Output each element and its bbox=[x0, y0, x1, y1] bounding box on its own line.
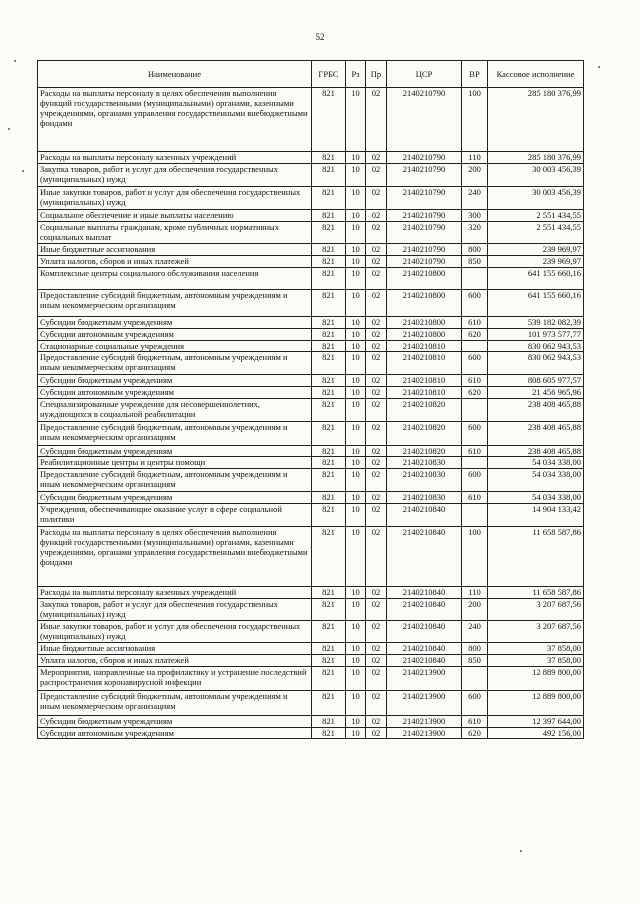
row-grbs: 821 bbox=[312, 256, 346, 268]
row-grbs: 821 bbox=[312, 187, 346, 210]
row-name: Расходы на выплаты персоналу в целях обеспечения выполнения функций государственными (муниципальными) органами, казенными учреждениями, органами управления государственными внебюджетными фондами bbox=[38, 527, 312, 587]
scan-speck bbox=[598, 66, 600, 68]
row-pr: 02 bbox=[366, 210, 387, 222]
row-pr: 02 bbox=[366, 691, 387, 716]
row-csr: 2140210790 bbox=[387, 152, 462, 164]
row-vr bbox=[462, 667, 488, 691]
row-amount: 37 858,00 bbox=[488, 643, 584, 655]
row-pr: 02 bbox=[366, 387, 387, 399]
row-amount: 54 034 338,00 bbox=[488, 469, 584, 492]
row-csr: 2140210790 bbox=[387, 187, 462, 210]
row-grbs: 821 bbox=[312, 152, 346, 164]
table-row bbox=[38, 256, 584, 268]
row-pr: 02 bbox=[366, 446, 387, 457]
row-amount: 14 904 133,42 bbox=[488, 504, 584, 527]
row-vr: 110 bbox=[462, 152, 488, 164]
row-pr: 02 bbox=[366, 256, 387, 268]
row-name: Субсидии бюджетным учреждениям bbox=[38, 375, 312, 387]
row-vr: 620 bbox=[462, 329, 488, 341]
row-grbs: 821 bbox=[312, 655, 346, 667]
row-pr: 02 bbox=[366, 655, 387, 667]
row-rz: 10 bbox=[346, 527, 366, 587]
row-vr: 610 bbox=[462, 317, 488, 329]
row-grbs: 821 bbox=[312, 643, 346, 655]
row-amount: 54 034 338,00 bbox=[488, 457, 584, 469]
table-row bbox=[38, 667, 584, 691]
row-amount: 101 973 577,77 bbox=[488, 329, 584, 341]
header-vr: ВР bbox=[462, 61, 488, 88]
row-csr: 2140210820 bbox=[387, 446, 462, 457]
row-vr: 800 bbox=[462, 643, 488, 655]
row-pr: 02 bbox=[366, 643, 387, 655]
table-row bbox=[38, 88, 584, 152]
row-name: Субсидии бюджетным учреждениям bbox=[38, 492, 312, 504]
row-rz: 10 bbox=[346, 399, 366, 422]
table-row bbox=[38, 387, 584, 399]
row-rz: 10 bbox=[346, 375, 366, 387]
row-grbs: 821 bbox=[312, 492, 346, 504]
row-grbs: 821 bbox=[312, 387, 346, 399]
row-vr: 610 bbox=[462, 375, 488, 387]
row-rz: 10 bbox=[346, 88, 366, 152]
row-csr: 2140210840 bbox=[387, 527, 462, 587]
row-vr: 200 bbox=[462, 164, 488, 187]
row-grbs: 821 bbox=[312, 691, 346, 716]
row-name: Учреждения, обеспечивающие оказание услуг в сфере социальной политики bbox=[38, 504, 312, 527]
row-amount: 3 207 687,56 bbox=[488, 621, 584, 643]
row-amount: 12 889 800,00 bbox=[488, 691, 584, 716]
row-vr: 850 bbox=[462, 256, 488, 268]
row-rz: 10 bbox=[346, 643, 366, 655]
scan-speck bbox=[8, 128, 10, 130]
row-name: Иные закупки товаров, работ и услуг для обеспечения государственных (муниципальных) нужд bbox=[38, 621, 312, 643]
row-csr: 2140213900 bbox=[387, 716, 462, 728]
table-body bbox=[38, 88, 584, 739]
row-amount: 808 605 977,57 bbox=[488, 375, 584, 387]
table-row bbox=[38, 655, 584, 667]
table-row bbox=[38, 399, 584, 422]
row-amount: 21 456 965,96 bbox=[488, 387, 584, 399]
row-amount: 492 156,00 bbox=[488, 728, 584, 739]
row-vr: 600 bbox=[462, 290, 488, 317]
row-rz: 10 bbox=[346, 341, 366, 352]
row-pr: 02 bbox=[366, 329, 387, 341]
row-rz: 10 bbox=[346, 290, 366, 317]
row-pr: 02 bbox=[366, 317, 387, 329]
row-name: Субсидии бюджетным учреждениям bbox=[38, 446, 312, 457]
row-vr: 600 bbox=[462, 422, 488, 446]
row-pr: 02 bbox=[366, 728, 387, 739]
table-row bbox=[38, 643, 584, 655]
row-csr: 2140210800 bbox=[387, 317, 462, 329]
table-row bbox=[38, 375, 584, 387]
row-pr: 02 bbox=[366, 268, 387, 290]
row-vr: 610 bbox=[462, 716, 488, 728]
row-csr: 2140210790 bbox=[387, 210, 462, 222]
row-pr: 02 bbox=[366, 599, 387, 621]
row-grbs: 821 bbox=[312, 164, 346, 187]
header-amount: Кассовое исполнение bbox=[488, 61, 584, 88]
row-rz: 10 bbox=[346, 268, 366, 290]
table-row bbox=[38, 352, 584, 375]
row-vr: 100 bbox=[462, 88, 488, 152]
row-name: Закупка товаров, работ и услуг для обеспечения государственных (муниципальных) нужд bbox=[38, 599, 312, 621]
row-rz: 10 bbox=[346, 152, 366, 164]
row-pr: 02 bbox=[366, 667, 387, 691]
row-grbs: 821 bbox=[312, 469, 346, 492]
row-grbs: 821 bbox=[312, 667, 346, 691]
row-csr: 2140210800 bbox=[387, 329, 462, 341]
row-rz: 10 bbox=[346, 504, 366, 527]
row-csr: 2140210830 bbox=[387, 492, 462, 504]
row-rz: 10 bbox=[346, 352, 366, 375]
row-grbs: 821 bbox=[312, 352, 346, 375]
row-vr: 200 bbox=[462, 599, 488, 621]
row-csr: 2140210790 bbox=[387, 88, 462, 152]
row-vr bbox=[462, 399, 488, 422]
row-csr: 2140210820 bbox=[387, 422, 462, 446]
row-vr: 110 bbox=[462, 587, 488, 599]
row-name: Предоставление субсидий бюджетным, автономным учреждениям и иным некоммерческим организациям bbox=[38, 691, 312, 716]
table-row bbox=[38, 728, 584, 739]
row-csr: 2140210840 bbox=[387, 621, 462, 643]
row-vr: 800 bbox=[462, 244, 488, 256]
row-grbs: 821 bbox=[312, 504, 346, 527]
row-vr bbox=[462, 341, 488, 352]
page-number: 52 bbox=[315, 32, 325, 42]
row-pr: 02 bbox=[366, 504, 387, 527]
table-row bbox=[38, 492, 584, 504]
row-amount: 285 180 376,99 bbox=[488, 88, 584, 152]
row-amount: 641 155 660,16 bbox=[488, 268, 584, 290]
row-name: Предоставление субсидий бюджетным, автономным учреждениям и иным некоммерческим организациям bbox=[38, 352, 312, 375]
row-name: Стационарные социальные учреждения bbox=[38, 341, 312, 352]
row-name: Субсидии автономным учреждениям bbox=[38, 387, 312, 399]
row-pr: 02 bbox=[366, 88, 387, 152]
row-csr: 2140210830 bbox=[387, 457, 462, 469]
row-name: Субсидии автономным учреждениям bbox=[38, 728, 312, 739]
row-pr: 02 bbox=[366, 469, 387, 492]
row-pr: 02 bbox=[366, 244, 387, 256]
row-name: Специализированные учреждения для несовершеннолетних, нуждающихся в социальной реабилитации bbox=[38, 399, 312, 422]
row-amount: 539 182 082,39 bbox=[488, 317, 584, 329]
row-grbs: 821 bbox=[312, 290, 346, 317]
table-row bbox=[38, 164, 584, 187]
row-rz: 10 bbox=[346, 716, 366, 728]
row-amount: 54 034 338,00 bbox=[488, 492, 584, 504]
row-amount: 11 658 587,86 bbox=[488, 587, 584, 599]
row-pr: 02 bbox=[366, 399, 387, 422]
row-rz: 10 bbox=[346, 187, 366, 210]
row-grbs: 821 bbox=[312, 599, 346, 621]
row-csr: 2140210800 bbox=[387, 268, 462, 290]
row-grbs: 821 bbox=[312, 446, 346, 457]
table-row bbox=[38, 621, 584, 643]
table-row bbox=[38, 341, 584, 352]
row-amount: 30 003 456,39 bbox=[488, 187, 584, 210]
row-amount: 12 397 644,00 bbox=[488, 716, 584, 728]
row-rz: 10 bbox=[346, 457, 366, 469]
table-row bbox=[38, 599, 584, 621]
row-rz: 10 bbox=[346, 210, 366, 222]
header-csr: ЦСР bbox=[387, 61, 462, 88]
row-pr: 02 bbox=[366, 492, 387, 504]
row-rz: 10 bbox=[346, 446, 366, 457]
scan-speck bbox=[14, 60, 16, 62]
row-pr: 02 bbox=[366, 164, 387, 187]
table-row bbox=[38, 187, 584, 210]
row-vr bbox=[462, 268, 488, 290]
row-vr: 600 bbox=[462, 691, 488, 716]
row-name: Предоставление субсидий бюджетным, автономным учреждениям и иным некоммерческим организациям bbox=[38, 290, 312, 317]
row-grbs: 821 bbox=[312, 716, 346, 728]
row-pr: 02 bbox=[366, 341, 387, 352]
row-rz: 10 bbox=[346, 422, 366, 446]
scan-speck bbox=[520, 850, 522, 852]
table-row bbox=[38, 446, 584, 457]
row-grbs: 821 bbox=[312, 728, 346, 739]
row-csr: 2140210790 bbox=[387, 164, 462, 187]
row-amount: 238 408 465,88 bbox=[488, 399, 584, 422]
row-name: Предоставление субсидий бюджетным, автономным учреждениям и иным некоммерческим организациям bbox=[38, 422, 312, 446]
row-grbs: 821 bbox=[312, 422, 346, 446]
table-row bbox=[38, 244, 584, 256]
row-name: Иные бюджетные ассигнования bbox=[38, 643, 312, 655]
row-csr: 2140210810 bbox=[387, 375, 462, 387]
header-rz: Рз bbox=[346, 61, 366, 88]
row-grbs: 821 bbox=[312, 527, 346, 587]
table-row bbox=[38, 504, 584, 527]
row-name: Реабилитационные центры и центры помощи bbox=[38, 457, 312, 469]
row-rz: 10 bbox=[346, 621, 366, 643]
row-pr: 02 bbox=[366, 457, 387, 469]
row-vr: 610 bbox=[462, 446, 488, 457]
row-grbs: 821 bbox=[312, 399, 346, 422]
row-amount: 2 551 434,55 bbox=[488, 222, 584, 244]
row-amount: 12 889 800,00 bbox=[488, 667, 584, 691]
row-amount: 11 658 587,86 bbox=[488, 527, 584, 587]
row-amount: 238 408 465,88 bbox=[488, 446, 584, 457]
row-vr: 600 bbox=[462, 352, 488, 375]
row-rz: 10 bbox=[346, 222, 366, 244]
row-vr: 610 bbox=[462, 492, 488, 504]
row-rz: 10 bbox=[346, 387, 366, 399]
row-vr bbox=[462, 457, 488, 469]
row-rz: 10 bbox=[346, 655, 366, 667]
row-name: Субсидии бюджетным учреждениям bbox=[38, 317, 312, 329]
row-csr: 2140210840 bbox=[387, 643, 462, 655]
row-grbs: 821 bbox=[312, 244, 346, 256]
table-header-row bbox=[38, 61, 584, 88]
row-rz: 10 bbox=[346, 317, 366, 329]
row-pr: 02 bbox=[366, 152, 387, 164]
row-csr: 2140210790 bbox=[387, 256, 462, 268]
row-vr: 100 bbox=[462, 527, 488, 587]
row-vr: 850 bbox=[462, 655, 488, 667]
table-row bbox=[38, 210, 584, 222]
row-pr: 02 bbox=[366, 222, 387, 244]
row-csr: 2140210790 bbox=[387, 222, 462, 244]
row-csr: 2140213900 bbox=[387, 728, 462, 739]
row-grbs: 821 bbox=[312, 329, 346, 341]
row-grbs: 821 bbox=[312, 210, 346, 222]
table-row bbox=[38, 152, 584, 164]
row-vr: 620 bbox=[462, 387, 488, 399]
row-pr: 02 bbox=[366, 621, 387, 643]
row-name: Расходы на выплаты персоналу казенных учреждений bbox=[38, 152, 312, 164]
row-name: Иные бюджетные ассигнования bbox=[38, 244, 312, 256]
row-amount: 37 858,00 bbox=[488, 655, 584, 667]
header-grbs: ГРБС bbox=[312, 61, 346, 88]
row-csr: 2140210830 bbox=[387, 469, 462, 492]
row-grbs: 821 bbox=[312, 88, 346, 152]
row-csr: 2140210790 bbox=[387, 244, 462, 256]
row-name: Уплата налогов, сборов и иных платежей bbox=[38, 256, 312, 268]
row-pr: 02 bbox=[366, 527, 387, 587]
row-name: Социальное обеспечение и иные выплаты населению bbox=[38, 210, 312, 222]
table-row bbox=[38, 587, 584, 599]
row-name: Расходы на выплаты персоналу казенных учреждений bbox=[38, 587, 312, 599]
row-name: Закупка товаров, работ и услуг для обеспечения государственных (муниципальных) нужд bbox=[38, 164, 312, 187]
row-name: Субсидии бюджетным учреждениям bbox=[38, 716, 312, 728]
row-vr bbox=[462, 504, 488, 527]
row-rz: 10 bbox=[346, 492, 366, 504]
table-row bbox=[38, 317, 584, 329]
row-vr: 240 bbox=[462, 621, 488, 643]
row-pr: 02 bbox=[366, 290, 387, 317]
row-name: Мероприятия, направленные на профилактику и устранение последствий распространения коронавирусной инфекции bbox=[38, 667, 312, 691]
row-name: Предоставление субсидий бюджетным, автономным учреждениям и иным некоммерческим организациям bbox=[38, 469, 312, 492]
row-csr: 2140210840 bbox=[387, 655, 462, 667]
row-csr: 2140210840 bbox=[387, 587, 462, 599]
table-row bbox=[38, 222, 584, 244]
row-csr: 2140213900 bbox=[387, 667, 462, 691]
row-pr: 02 bbox=[366, 587, 387, 599]
row-rz: 10 bbox=[346, 599, 366, 621]
table-row bbox=[38, 457, 584, 469]
row-csr: 2140210800 bbox=[387, 290, 462, 317]
row-pr: 02 bbox=[366, 716, 387, 728]
row-amount: 239 969,97 bbox=[488, 244, 584, 256]
row-rz: 10 bbox=[346, 691, 366, 716]
scan-speck bbox=[22, 170, 24, 172]
table-row bbox=[38, 716, 584, 728]
row-csr: 2140210810 bbox=[387, 387, 462, 399]
header-pr: Пр bbox=[366, 61, 387, 88]
row-csr: 2140210840 bbox=[387, 504, 462, 527]
row-name: Комплексные центры социального обслуживания населения bbox=[38, 268, 312, 290]
table-row bbox=[38, 422, 584, 446]
row-amount: 238 408 465,88 bbox=[488, 422, 584, 446]
table-row bbox=[38, 290, 584, 317]
table-row bbox=[38, 527, 584, 587]
row-rz: 10 bbox=[346, 256, 366, 268]
row-amount: 239 969,97 bbox=[488, 256, 584, 268]
budget-execution-table bbox=[37, 60, 584, 739]
row-vr: 240 bbox=[462, 187, 488, 210]
table-row bbox=[38, 329, 584, 341]
row-amount: 30 003 456,39 bbox=[488, 164, 584, 187]
row-name: Социальные выплаты гражданам, кроме публичных нормативных социальных выплат bbox=[38, 222, 312, 244]
row-vr: 320 bbox=[462, 222, 488, 244]
row-rz: 10 bbox=[346, 587, 366, 599]
row-amount: 641 155 660,16 bbox=[488, 290, 584, 317]
row-name: Иные закупки товаров, работ и услуг для обеспечения государственных (муниципальных) нужд bbox=[38, 187, 312, 210]
table-row bbox=[38, 469, 584, 492]
row-vr: 600 bbox=[462, 469, 488, 492]
row-grbs: 821 bbox=[312, 587, 346, 599]
row-grbs: 821 bbox=[312, 621, 346, 643]
row-rz: 10 bbox=[346, 667, 366, 691]
row-amount: 2 551 434,55 bbox=[488, 210, 584, 222]
row-amount: 830 062 943,53 bbox=[488, 341, 584, 352]
row-amount: 830 062 943,53 bbox=[488, 352, 584, 375]
row-grbs: 821 bbox=[312, 268, 346, 290]
row-grbs: 821 bbox=[312, 222, 346, 244]
row-name: Уплата налогов, сборов и иных платежей bbox=[38, 655, 312, 667]
header-name: Наименование bbox=[38, 61, 312, 88]
row-csr: 2140210810 bbox=[387, 341, 462, 352]
row-vr: 620 bbox=[462, 728, 488, 739]
row-grbs: 821 bbox=[312, 317, 346, 329]
row-rz: 10 bbox=[346, 728, 366, 739]
row-rz: 10 bbox=[346, 244, 366, 256]
row-csr: 2140213900 bbox=[387, 691, 462, 716]
row-rz: 10 bbox=[346, 469, 366, 492]
row-csr: 2140210820 bbox=[387, 399, 462, 422]
row-amount: 3 207 687,56 bbox=[488, 599, 584, 621]
table-row bbox=[38, 268, 584, 290]
row-pr: 02 bbox=[366, 375, 387, 387]
row-name: Субсидии автономным учреждениям bbox=[38, 329, 312, 341]
row-pr: 02 bbox=[366, 352, 387, 375]
row-name: Расходы на выплаты персоналу в целях обеспечения выполнения функций государственными (муниципальными) органами, казенными учреждениями, органами управления государственными внебюджетными фондами bbox=[38, 88, 312, 152]
row-grbs: 821 bbox=[312, 341, 346, 352]
row-rz: 10 bbox=[346, 164, 366, 187]
row-grbs: 821 bbox=[312, 375, 346, 387]
row-rz: 10 bbox=[346, 329, 366, 341]
row-pr: 02 bbox=[366, 422, 387, 446]
row-csr: 2140210840 bbox=[387, 599, 462, 621]
row-grbs: 821 bbox=[312, 457, 346, 469]
table-row bbox=[38, 691, 584, 716]
row-vr: 300 bbox=[462, 210, 488, 222]
row-csr: 2140210810 bbox=[387, 352, 462, 375]
row-amount: 285 180 376,99 bbox=[488, 152, 584, 164]
row-pr: 02 bbox=[366, 187, 387, 210]
